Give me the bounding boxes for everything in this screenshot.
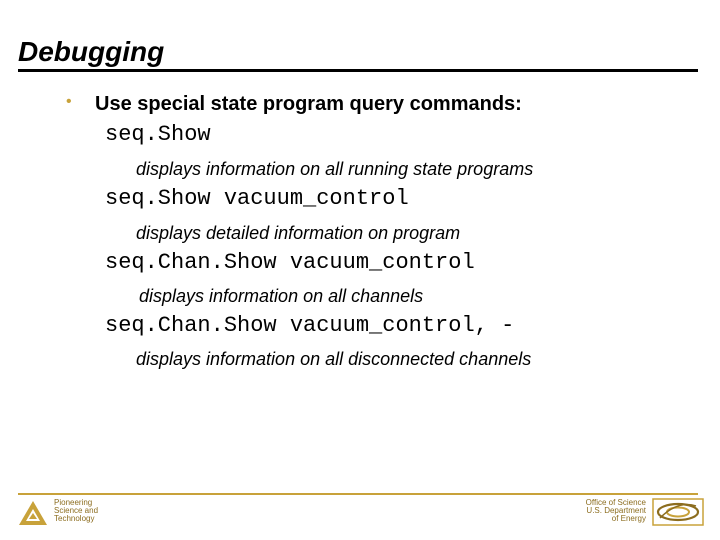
bullet-text: Use special state program query commands: [95, 93, 522, 115]
command-4: seq.Chan.Show vacuum_control, - [105, 313, 515, 338]
footer-right-text [560, 499, 646, 523]
description-1: displays information on all running state programs [136, 159, 534, 179]
description-2: displays detailed information on program [136, 223, 461, 243]
argonne-logo-icon [18, 500, 48, 526]
command-2: seq.Show vacuum_control [105, 186, 409, 211]
footer-left-line: Technology [54, 514, 95, 523]
description-3: displays information on all channels [139, 286, 424, 306]
footer-right-line: of Energy [611, 514, 646, 523]
command-3: seq.Chan.Show vacuum_control [105, 250, 475, 275]
footer-left-line: Pioneering [54, 498, 93, 507]
slide-title: Debugging [18, 36, 165, 67]
footer-divider [18, 493, 698, 495]
bullet-dot-icon: • [66, 93, 72, 110]
footer-right-line: Office of Science [585, 498, 646, 507]
title-underline [18, 69, 698, 72]
footer-right-line: U.S. Department [586, 506, 646, 515]
command-1: seq.Show [105, 122, 211, 147]
footer-left-line: Science and [54, 506, 99, 515]
footer-left-text [54, 499, 98, 523]
doe-swirl-logo-icon [652, 498, 704, 526]
description-4: displays information on all disconnected channels [136, 349, 532, 369]
